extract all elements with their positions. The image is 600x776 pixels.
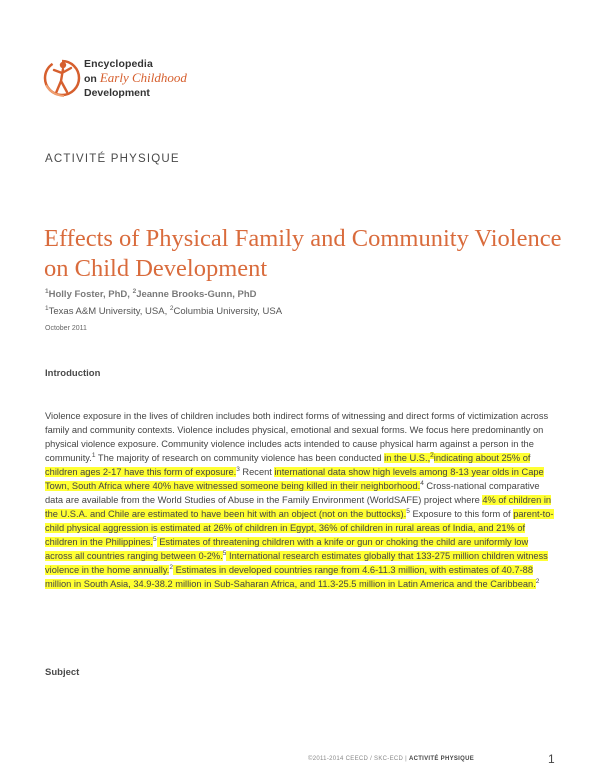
logo-line-3: Development <box>84 86 150 99</box>
logo-line-2-on: on <box>84 72 97 85</box>
highlight-7: International research estimates globally that 133-275 million children witness violence in the home annually. <box>45 551 548 575</box>
body-text-3: Recent <box>239 467 275 477</box>
page-number: 1 <box>548 752 555 766</box>
body-text-4: Cross-national comparative data are available from the World Studies of Abuse in the Family Environment (WorldSAFE) project where <box>45 481 540 505</box>
affil-2-name: Columbia University, USA <box>173 306 283 317</box>
author-2-name: Jeanne Brooks-Gunn, PhD <box>136 289 257 300</box>
highlight-4: 4% of children in the U.S.A. and Chile are estimated to have been hit with an object (not on the buttocks). <box>45 495 552 519</box>
introduction-body <box>45 409 557 591</box>
ref-1[interactable]: 1 <box>91 451 96 459</box>
highlight-5: parent-to-child physical aggression is estimated at 26% of children in Egypt, 36% of children in rural areas of India, and 21% of children in the Philippines. <box>45 509 554 547</box>
affil-1-sup: 1 <box>45 304 49 312</box>
page-footer <box>308 756 474 762</box>
affiliations <box>45 306 282 317</box>
ref-2[interactable]: 2 <box>430 451 434 459</box>
author-1-sup: 1 <box>45 287 49 295</box>
ref-9[interactable]: 2 <box>535 577 540 585</box>
highlight-2: indicating about 25% of children ages 2-17 have this form of exposure. <box>45 453 531 477</box>
highlight-1: in the U.S., <box>384 453 431 463</box>
author-1-name: Holly Foster, PhD, <box>48 289 133 300</box>
subject-heading: Subject <box>45 667 80 678</box>
footer-copyright: ©2011-2014 CEECD / SKC-ECD | <box>308 756 409 762</box>
authors <box>45 289 257 300</box>
ref-6[interactable]: 5 <box>153 535 157 543</box>
ref-8[interactable]: 2 <box>169 563 174 571</box>
introduction-heading: Introduction <box>45 368 101 379</box>
ref-3[interactable]: 3 <box>236 465 240 473</box>
affil-2-sup: 2 <box>169 304 174 312</box>
section-label: ACTIVITÉ PHYSIQUE <box>45 153 180 165</box>
body-text-1: Violence exposure in the lives of children includes both indirect forms of witnessing and direct forms of victimization across family and community contexts. Violence includes physical, emotional and sexual forms. We focus here predominantly on physical violence exposure. Community violence includes acts intended to cause physical harm against a person in the community. <box>45 411 549 463</box>
body-text-2: The majority of research on community violence has been conducted <box>95 453 385 463</box>
footer-section: ACTIVITÉ PHYSIQUE <box>408 756 475 762</box>
highlight-3: international data show high levels among 8-13 year olds in Cape Town, South Africa where 40% have witnessed someone being killed in their neighborhood. <box>45 467 544 491</box>
body-text-5: Exposure to this form of <box>409 509 514 519</box>
logo-line-1: Encyclopedia <box>84 57 153 70</box>
ref-4[interactable]: 4 <box>420 479 424 487</box>
highlight-8: Estimates in developed countries range from 4.6-11.3 million, with estimates of 40.7-88 million in South Asia, 34.9-38.2 million in Sub-Saharan Africa, and 11.3-25.5 million in Latin America and the Caribbean. <box>45 565 536 589</box>
highlight-6: Estimates of threatening children with a knife or gun or choking the child are uniformly low across all countries ranging between 0-2%. <box>45 537 529 561</box>
encyclopedia-logo <box>42 55 187 101</box>
publication-date: October 2011 <box>45 325 87 332</box>
ref-7[interactable]: 5 <box>222 549 227 557</box>
affil-1-name: Texas A&M University, USA, <box>48 306 170 317</box>
child-figure-logo-icon <box>42 55 82 101</box>
author-2-sup: 2 <box>132 287 137 295</box>
logo-line-2-ecd: Early Childhood <box>99 69 187 85</box>
article-title: Effects of Physical Family and Community Violence on Child Development <box>44 225 562 282</box>
ref-5[interactable]: 5 <box>406 507 410 515</box>
